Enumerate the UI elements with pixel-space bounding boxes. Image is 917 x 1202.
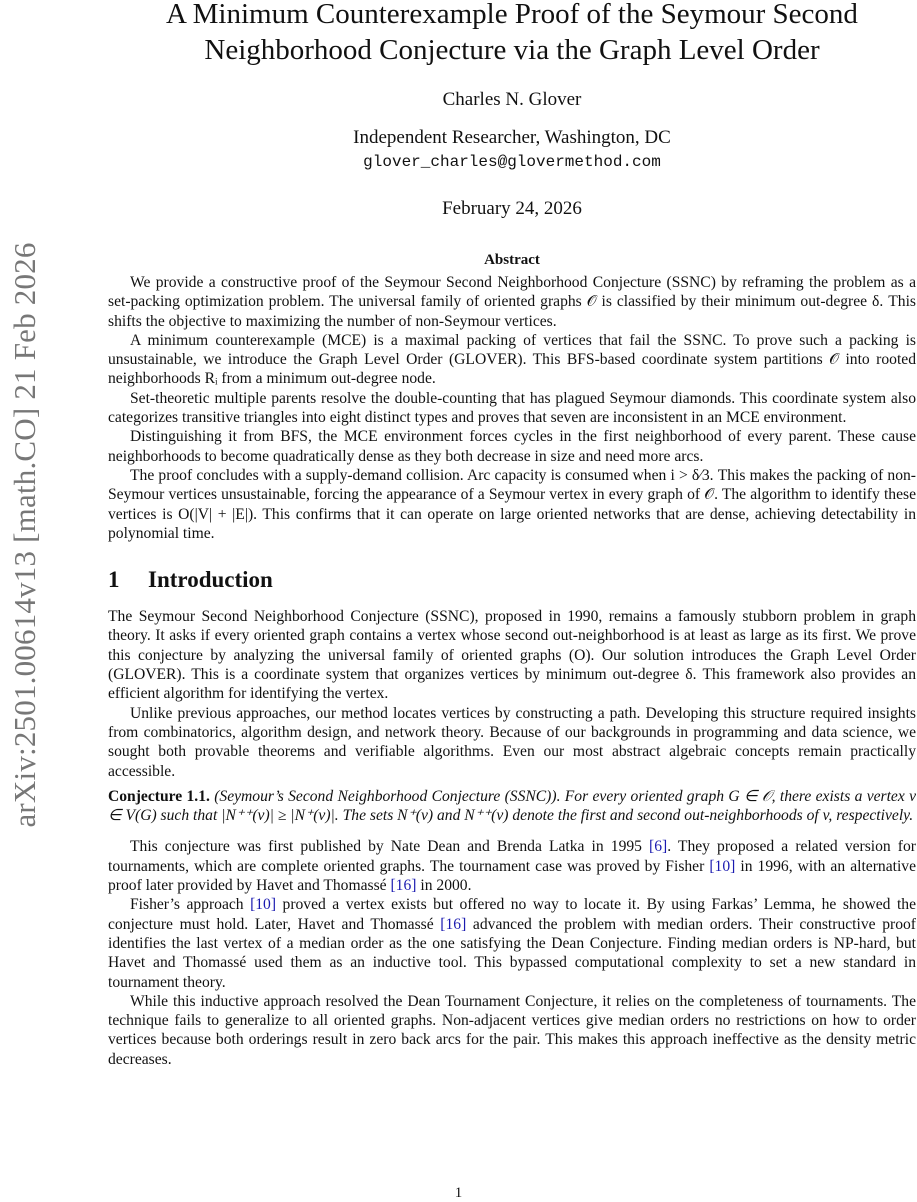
section-heading-introduction bbox=[108, 567, 916, 593]
intro-paragraph bbox=[108, 895, 916, 991]
text-run: Fisher’s approach bbox=[130, 896, 251, 914]
paper-date: February 24, 2026 bbox=[442, 198, 582, 219]
author-name: Charles N. Glover bbox=[442, 89, 582, 110]
abstract-paragraph: Distinguishing it from BFS, the MCE environment forces cycles in the first neighborhood of every parent. These cause neighborhoods to become quadratically dense as they both decrease in size and need more arcs. bbox=[108, 428, 916, 465]
abstract-body bbox=[108, 273, 916, 543]
text-run: . They proposed a related version for tournaments, which are complete oriented graphs. The tournament case was proved by Fisher bbox=[108, 838, 916, 875]
paper-content bbox=[108, 0, 916, 1069]
page-number: 1 bbox=[454, 1185, 463, 1201]
conjecture-label: Conjecture 1.1. bbox=[108, 787, 210, 805]
text-run: in 2000. bbox=[416, 877, 472, 895]
abstract-paragraph: We provide a constructive proof of the Seymour Second Neighborhood Conjecture (SSNC) by reframing the problem as a set-packing optimization problem. The universal family of oriented graphs 𝒪 is classified by their minimum out-degree δ. This shifts the objective to maximizing the number of non-Seymour vertices. bbox=[108, 274, 916, 330]
citation-link-10[interactable]: [10] bbox=[709, 857, 736, 875]
abstract-heading: Abstract bbox=[484, 252, 540, 268]
conjecture-1-1 bbox=[108, 787, 916, 826]
citation-link-10[interactable]: [10] bbox=[250, 896, 277, 914]
text-run: proved a vertex exists but offered no way to locate it. By using Farkas’ Lemma, he showed the conjecture must hold. Later, Havet and Thomassé bbox=[108, 896, 916, 933]
citation-link-16[interactable]: [16] bbox=[440, 915, 467, 933]
title-line-1: A Minimum Counterexample Proof of the Seymour Second bbox=[166, 0, 858, 30]
intro-paragraph: While this inductive approach resolved the Dean Tournament Conjecture, it relies on the completeness of tournaments. The technique fails to generalize to all oriented graphs. Non-adjacent vertices give median orders no restrictions on how to order vertices because both orderings result in zero back arcs for the pair. This makes this approach ineffective as the density metric decreases. bbox=[108, 992, 916, 1068]
intro-paragraph: The Seymour Second Neighborhood Conjecture (SSNC), proposed in 1990, remains a famously stubborn problem in graph theory. It asks if every oriented graph contains a vertex whose second out-neighborhood is at least as large as its first. We prove this conjecture by analyzing the universal family of oriented graphs (O). Our solution introduces the Graph Level Order (GLOVER). This is a coordinate system that organizes vertices by minimum out-degree δ. This framework also provides an efficient algorithm for identifying the vertex. bbox=[108, 608, 916, 703]
text-run: This conjecture was first published by Nate Dean and Brenda Latka in 1995 bbox=[130, 838, 650, 856]
intro-paragraph: Unlike previous approaches, our method locates vertices by constructing a path. Developing this structure required insights from combinatorics, algorithm design, and network theory. Because of our backgrounds in programming and data science, we sought both provable theorems and verifiable algorithms. Even our most abstract algebraic concepts remain practically accessible. bbox=[108, 704, 916, 780]
citation-link-6[interactable]: [6] bbox=[649, 838, 668, 856]
arxiv-sidebar bbox=[0, 190, 50, 880]
citation-link-16[interactable]: [16] bbox=[390, 877, 417, 895]
affiliation: Independent Researcher, Washington, DC bbox=[353, 127, 671, 148]
title-line-2: Neighborhood Conjecture via the Graph Level Order bbox=[204, 34, 820, 66]
abstract-paragraph: Set-theoretic multiple parents resolve the double-counting that has plagued Seymour diamonds. This coordinate system also categorizes transitive triangles into eight distinct types and proves that seven are inconsistent in an MCE environment. bbox=[108, 389, 916, 427]
intro-paragraph bbox=[108, 837, 916, 895]
abstract-paragraph: A minimum counterexample (MCE) is a maximal packing of vertices that fail the SSNC. To prove such a packing is unsustainable, we introduce the Graph Level Order (GLOVER). This BFS-based coordinate system partitions 𝒪 into rooted neighborhoods Rᵢ from a minimum out-degree node. bbox=[108, 331, 916, 388]
text-run: in 1996, with an alternative proof later provided by Havet and Thomassé bbox=[108, 857, 916, 895]
author-email[interactable]: glover_charles@glovermethod.com bbox=[363, 153, 661, 171]
text-run: advanced the problem with median orders. Their constructive proof identifies the last vertex of a median order as the one satisfying the Dean Conjecture. Finding median orders is NP-hard, but Havet and Thomassé used them as an inductive tool. This bypassed computational complexity to set a new standard in tournament theory. bbox=[108, 915, 916, 991]
section-number: 1 bbox=[108, 567, 120, 593]
abstract-paragraph: The proof concludes with a supply-demand collision. Arc capacity is consumed when i > δ⁄3. This makes the packing of non-Seymour vertices unsustainable, forcing the appearance of a Seymour vertex in every graph of 𝒪. The algorithm to identify these vertices is O(|V| + |E|). This confirms that it can operate on large oriented networks that are dense, achieving detectability in polynomial time. bbox=[108, 466, 916, 542]
conjecture-text: (Seymour’s Second Neighborhood Conjecture (SSNC)). For every oriented graph G ∈ 𝒪, there exists a vertex v ∈ V(G) such that |N⁺⁺(v)| ≥ |N⁺(v)|. The sets N⁺(v) and N⁺⁺(v) denote the first and second out-neighborhoods of v, respectively. bbox=[108, 787, 917, 825]
paper-title bbox=[108, 0, 916, 68]
section-title: Introduction bbox=[148, 567, 273, 593]
arxiv-identifier: arXiv:2501.00614v13 [math.CO] 21 Feb 2026 bbox=[7, 242, 42, 828]
